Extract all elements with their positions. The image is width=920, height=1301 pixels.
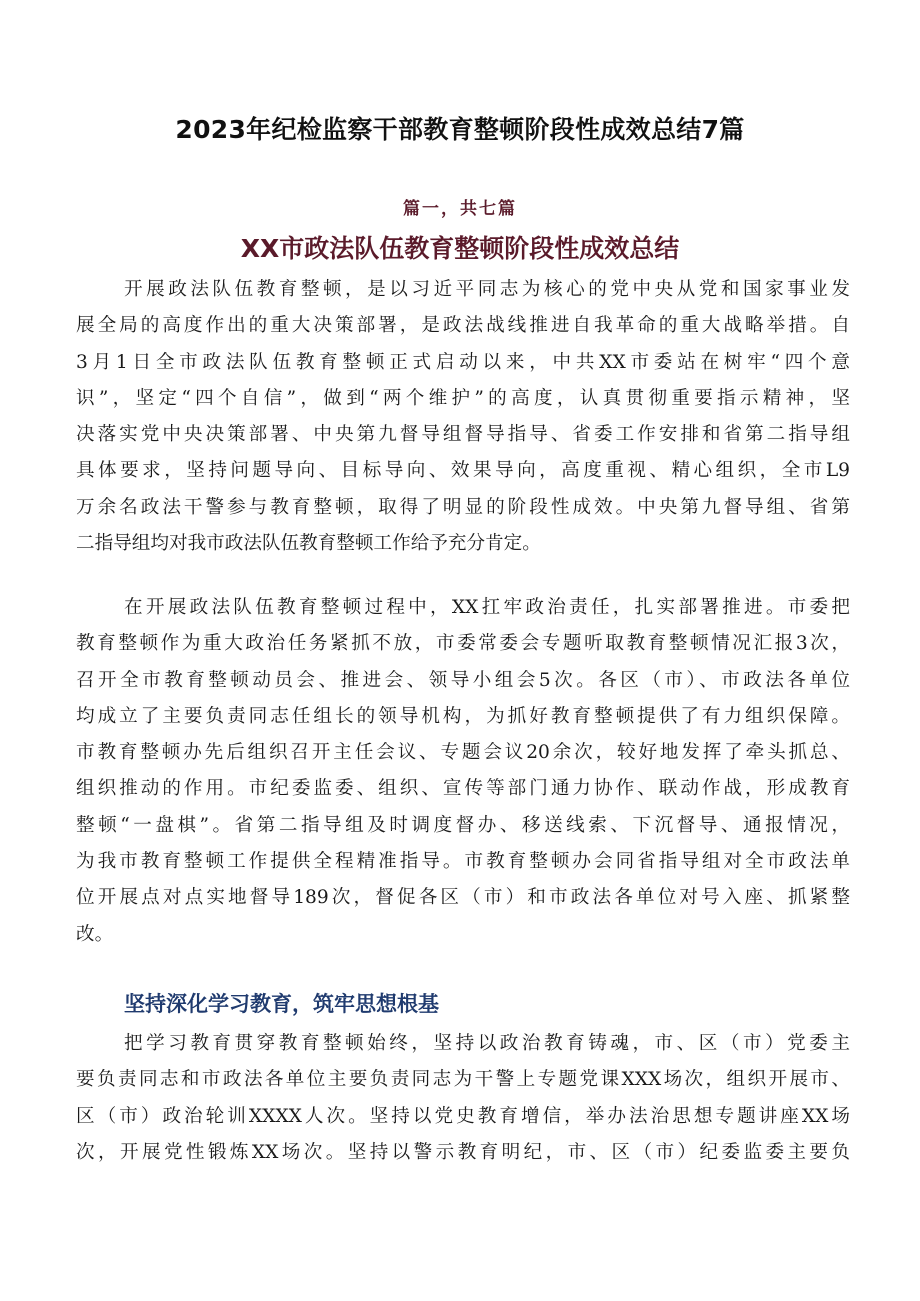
- paragraph-deployment: [76, 590, 850, 953]
- paragraph-intro: [76, 272, 850, 562]
- paragraph-line: 二指导组均对我市政法队伍教育整顿工作给予充分肯定。: [76, 533, 541, 555]
- part-label: 篇一，共七篇: [403, 199, 517, 219]
- paragraph-line: 展全局的高度作出的重大决策部署，是政法战线推进自我革命的重大战略举措。自: [76, 315, 850, 337]
- paragraph-line: 次，开展党性锻炼XX场次。坚持以警示教育明纪，市、区（市）纪委监委主要负: [76, 1141, 850, 1163]
- paragraph-line: 为我市教育整顿工作提供全程精准指导。市教育整顿办会同省指导组对全市政法单: [76, 851, 850, 873]
- document-title: 2023年纪检监察干部教育整顿阶段性成效总结7篇: [175, 115, 745, 144]
- paragraph-line: 万余名政法干警参与教育整顿，取得了明显的阶段性成效。中央第九督导组、省第: [76, 496, 850, 518]
- paragraph-line: 要负责同志和市政法各单位主要负责同志为干警上专题党课XXX场次，组织开展市、: [76, 1069, 850, 1091]
- subheading: 坚持深化学习教育，筑牢思想根基: [124, 992, 439, 1016]
- paragraph-line: 教育整顿作为重大政治任务紧抓不放，市委常委会专题听取教育整顿情况汇报3次，: [76, 633, 850, 655]
- paragraph-line: 识”，坚定“四个自信”，做到“两个维护”的高度，认真贯彻重要指示精神，坚: [76, 387, 850, 409]
- paragraph-line: 组织推动的作用。市纪委监委、组织、宣传等部门通力协作、联动作战，形成教育: [76, 778, 850, 800]
- paragraph-learning: [76, 1026, 850, 1171]
- paragraph-line: 均成立了主要负责同志任组长的领导机构，为抓好教育整顿提供了有力组织保障。: [76, 705, 850, 727]
- paragraph-line: 开展政法队伍教育整顿，是以习近平同志为核心的党中央从党和国家事业发: [124, 279, 850, 300]
- paragraph-line: 市教育整顿办先后组织召开主任会议、专题会议20余次，较好地发挥了牵头抓总、: [76, 742, 850, 764]
- paragraph-line: 整顿“一盘棋”。省第二指导组及时调度督办、移送线索、下沉督导、通报情况，: [76, 814, 850, 836]
- paragraph-line: 位开展点对点实地督导189次，督促各区（市）和市政法各单位对号入座、抓紧整: [76, 887, 850, 909]
- paragraph-line: 把学习教育贯穿教育整顿始终，坚持以政治教育铸魂，市、区（市）党委主: [124, 1033, 850, 1054]
- section-title: XX市政法队伍教育整顿阶段性成效总结: [240, 234, 680, 263]
- paragraph-line: 召开全市教育整顿动员会、推进会、领导小组会5次。各区（市）、市政法各单位: [76, 669, 850, 691]
- paragraph-line: 决落实党中央决策部署、中央第九督导组督导指导、省委工作安排和省第二指导组: [76, 424, 850, 446]
- paragraph-line: 区（市）政治轮训XXXX人次。坚持以党史教育增信，举办法治思想专题讲座XX场: [76, 1105, 850, 1127]
- paragraph-line: 改。: [76, 923, 114, 945]
- paragraph-line: 在开展政法队伍教育整顿过程中，XX扛牢政治责任，扎实部署推进。市委把: [124, 597, 850, 618]
- paragraph-line: 具体要求，坚持问题导向、目标导向、效果导向，高度重视、精心组织，全市L9: [76, 460, 850, 482]
- paragraph-line: 3月1日全市政法队伍教育整顿正式启动以来，中共XX市委站在树牢“四个意: [76, 351, 850, 373]
